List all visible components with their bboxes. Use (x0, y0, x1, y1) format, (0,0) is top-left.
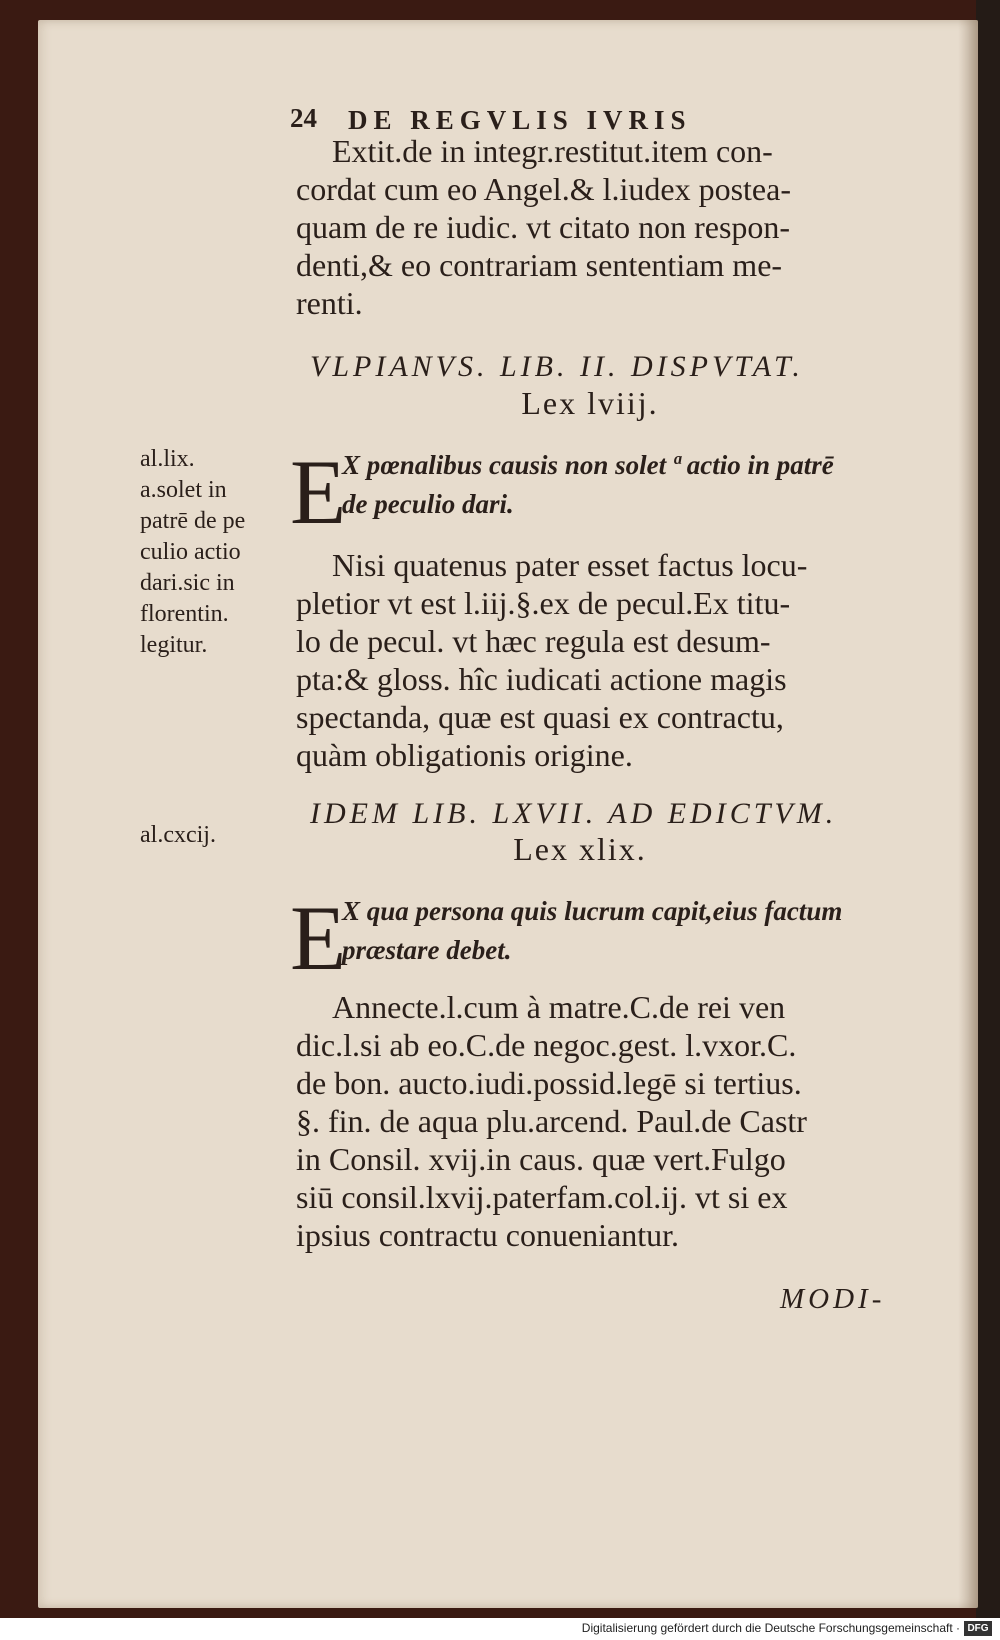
footer-bar (0, 1618, 1000, 1640)
margin-line: a.solet in (140, 477, 227, 503)
rule-line: X pœnalibus causis non solet ª actio in patrē (342, 450, 834, 480)
margin-note: al.cxcij. (140, 822, 216, 848)
rule-line: præstare debet. (342, 935, 512, 965)
text-line: denti,& eo contrariam sententiam me- (296, 247, 783, 283)
text-line: cordat cum eo Angel.& l.iudex postea- (296, 171, 791, 207)
text-line: pletior vt est l.iij.§.ex de pecul.Ex titu- (296, 585, 791, 621)
page-gutter-shadow (958, 20, 978, 1608)
text-line: spectanda, quæ est quasi ex contractu, (296, 699, 784, 735)
margin-note (140, 444, 290, 661)
lex-number: Lex lviij. (521, 385, 659, 421)
page-number: 24 (290, 103, 317, 133)
rule-line: X qua persona quis lucrum capit,eius factum (342, 896, 843, 926)
text-line: Extit.de in integr.restitut.item con- (332, 133, 773, 169)
text-line: ipsius contractu conueniantur. (296, 1217, 680, 1253)
margin-line: al.lix. (140, 446, 195, 472)
text-line: lo de pecul. vt hæc regula est desum- (296, 623, 771, 659)
rule-line: de peculio dari. (342, 489, 514, 519)
section-heading: VLPIANVS. LIB. II. DISPVTAT. (310, 350, 804, 383)
footer-credit: Digitalisierung gefördert durch die Deutsche Forschungsgemeinschaft · (581, 1621, 960, 1635)
commentary-paragraph (296, 988, 936, 1254)
drop-cap: E (290, 441, 347, 543)
catchword: MODI- (780, 1283, 886, 1315)
text-line: §. fin. de aqua plu.arcend. Paul.de Castr (296, 1103, 807, 1139)
text-line: pta:& gloss. hîc iudicati actione magis (296, 661, 787, 697)
text-line: dic.l.si ab eo.C.de negoc.gest. l.vxor.C. (296, 1027, 797, 1063)
text-line: Nisi quatenus pater esset factus locu- (332, 547, 808, 583)
margin-line: culio actio (140, 539, 241, 565)
dfg-logo: DFG (964, 1621, 992, 1636)
intro-paragraph (296, 132, 936, 322)
text-line: quàm obligationis origine. (296, 737, 633, 773)
margin-line: dari.sic in (140, 570, 235, 596)
margin-line: legitur. (140, 632, 208, 658)
book-cover-edge (976, 0, 1000, 1618)
drop-cap: E (290, 887, 347, 989)
section-heading: IDEM LIB. LXVII. AD EDICTVM. (310, 797, 838, 830)
text-line: quam de re iudic. vt citato non respon- (296, 209, 791, 245)
rule-text (342, 892, 942, 970)
text-line: in Consil. xvij.in caus. quæ vert.Fulgo (296, 1141, 786, 1177)
text-line: renti. (296, 285, 363, 321)
running-title: DE REGVLIS IVRIS (348, 105, 692, 135)
margin-line: florentin. (140, 601, 229, 627)
text-line: Annecte.l.cum à matre.C.de rei ven (332, 989, 786, 1025)
lex-number: Lex xlix. (513, 831, 647, 867)
rule-text (342, 446, 942, 524)
commentary-paragraph (296, 546, 936, 774)
text-line: de bon. aucto.iudi.possid.legē si tertius. (296, 1065, 802, 1101)
text-line: siū consil.lxvij.paterfam.col.ij. vt si ex (296, 1179, 788, 1215)
margin-line: patrē de pe (140, 508, 246, 534)
